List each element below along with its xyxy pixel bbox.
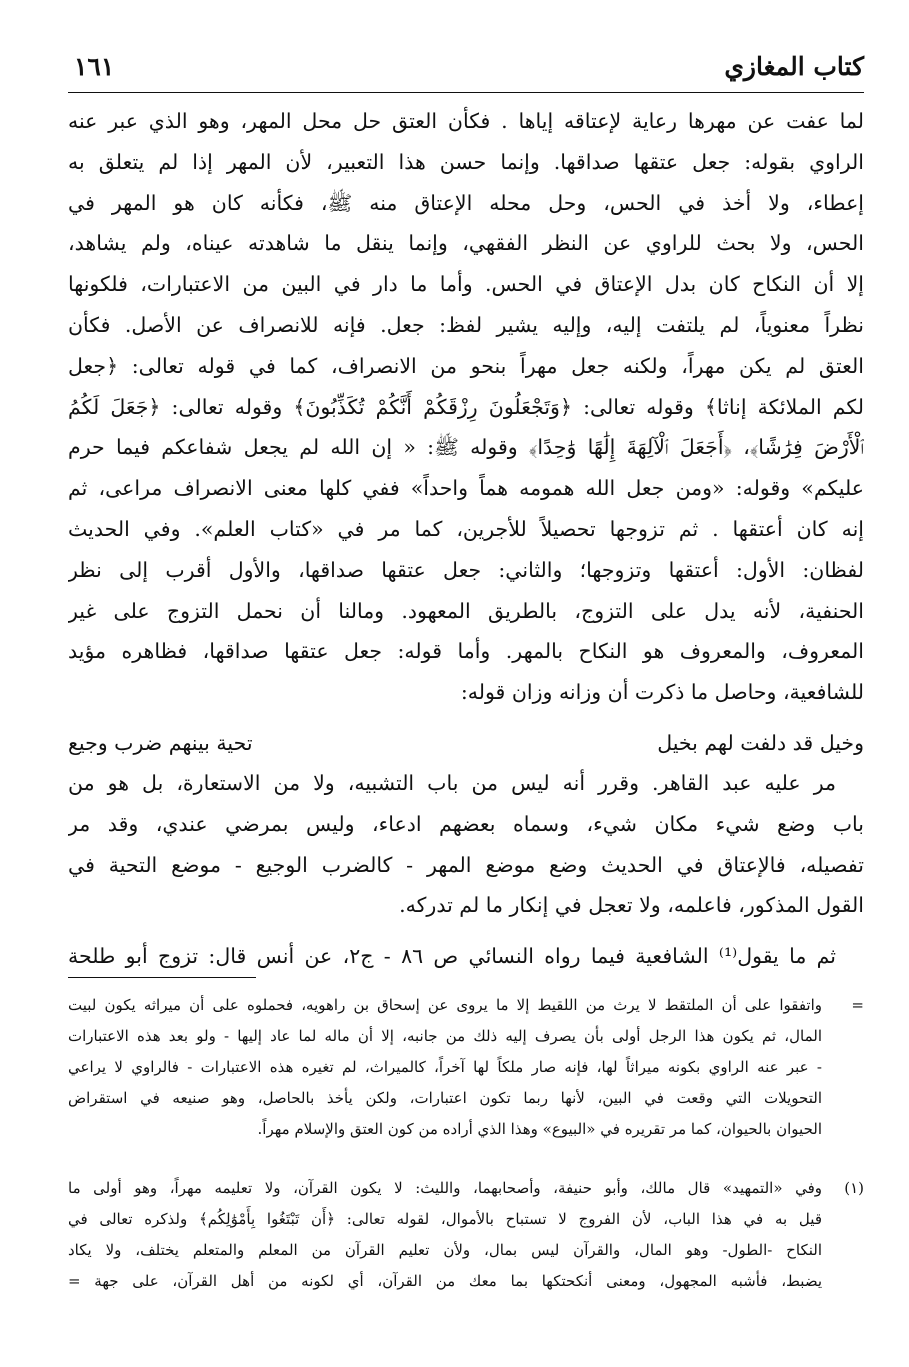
text-line: الحنفية، لأنه يدل على التزوج، بالطريق المعهود. ومالنا أن نحمل التزوج على غير <box>68 598 864 623</box>
text-line: المعروف، والمعروف هو النكاح بالمهر. وأما قوله: جعل عتقها صداقها، فظاهره مؤيد <box>68 639 864 664</box>
text-line: لما عفت عن مهرها رعاية لإعتاقه إياها . فكأن العتق حل محل المهر، وهو الذي عبر عنه <box>68 109 864 133</box>
text-line: عليكم» وقوله: «ومن جعل الله همومه هماً واحداً» ففي كلها معنى الانصراف مراعى، ثم <box>68 476 864 501</box>
text-line: ٱلْأَرْضَ فِرَٰشًا﴾، ﴿أَجَعَلَ ٱلْآلِهَةَ إِلَٰهًا وَٰحِدًا﴾ وقوله ﷺ: « إن الله لم يجعل شفاعكم فيما حرم <box>68 435 864 460</box>
text-line: نظراً معنوياً، لم يلتفت إليه، وإليه يشير لفظ: جعل. فإنه للانصراف عن الأصل. فكأن <box>68 312 864 337</box>
paragraph-3 <box>68 936 864 977</box>
poetry-verse <box>68 723 864 763</box>
footnote-line: الحيوان بالحيوان، كما مر تقريره في «البيوع» وهذا الذي أراده من كون العتق والإسلام مهراً. <box>257 1120 822 1138</box>
book-page <box>68 40 864 1290</box>
text-line: الحس، ولا بحث للراوي عن النظر الفقهي، وإنما ينقل ما شاهدته عيناه، ولم يشاهد، <box>68 231 864 256</box>
footnote-line: النكاح -الطول- وهو المال، والقرآن ليس بمال، ولأن تعليم القرآن من المعلم والمتعلم يختلف، ولا يكاد <box>68 1241 822 1259</box>
text-line: مر عليه عبد القاهر. وقرر أنه ليس من باب التشبيه، ولا من الاستعارة، بل هو من <box>68 770 836 795</box>
footnote-line: قيل به في هذا الباب، لأن الفروج لا تستباح بالأموال، لقوله تعالى: ﴿أَن تَبْتَغُوا بِأَمْوَٰلِكُم﴾ ولذكره تعالى في <box>68 1210 822 1228</box>
footnote-1 <box>68 1173 864 1297</box>
text-line: إلا أن النكاح كان بدل الإعتاق في الحس. وأما ما دار في البين من الاعتبارات، فلكونها <box>68 272 864 297</box>
verse-hemistich-first: وخيل قد دلفت لهم بخيل <box>657 730 864 755</box>
footnotes <box>68 990 864 1297</box>
running-title: كتاب المغازي <box>724 52 864 81</box>
page-number: ١٦١ <box>74 52 115 81</box>
text-line: الراوي بقوله: جعل عتقها صداقها. وإنما حسن هذا التعبير، لأن المهر إذا لم يتعلق به <box>68 149 864 174</box>
text-line: إنه كان أعتقها . ثم تزوجها تحصيلاً للأجرين، كما مر في «كتاب العلم». وفي الحديث <box>68 516 864 541</box>
footnote-continuation-marker: = <box>851 996 864 1014</box>
paragraph-1 <box>68 101 864 713</box>
footnote-line: - عبر عنه الراوي بكونه ميراثاً لها، فإنه صار ملكاً لها آخراً، كالميراث، لم تغيره هذه الاعتبارات - فالراوي لا يراعي <box>68 1058 822 1076</box>
text-line: لكم الملائكة إناثا﴾ وقوله تعالى: ﴿وَتَجْعَلُونَ رِزْقَكُمْ أَنَّكُمْ تُكَذِّبُونَ﴾ وقوله تعالى: ﴿جَعَلَ لَكُمُ <box>68 394 864 419</box>
footnote-continuation <box>68 990 864 1145</box>
text-line: ثم ما يقول⁽¹⁾ الشافعية فيما رواه النسائي ص ٨٦ - ج٢، عن أنس قال: تزوج أبو طلحة <box>68 944 836 969</box>
footnote-line: يضبط، فأشبه المجهول، ومعنى أنكحتكها بما معك من القرآن، أي لكونه من أهل القرآن، على جهة = <box>68 1272 822 1290</box>
page-header <box>68 40 864 93</box>
paragraph-2 <box>68 763 864 926</box>
footnote-line: التحويلات التي وقعت في البين، لأنها ربما تكون اعتبارات، ولكن يأخذ بالحاصل، وهو صنيعه في استقراض <box>68 1089 822 1107</box>
footnote-divider <box>68 977 256 978</box>
verse-hemistich-second: تحية بينهم ضرب وجيع <box>68 730 253 755</box>
text-line: لفظان: الأول: أعتقها وتزوجها؛ والثاني: جعل عتقها صداقها، والأول أقرب إلى نظر <box>68 557 864 582</box>
footnote-line: وفي «التمهيد» قال مالك، وأبو حنيفة، وأصحابهما، والليث: لا يكون القرآن، ولا تعليمه مهراً، وهو أولى ما <box>68 1179 822 1197</box>
text-line: للشافعية، وحاصل ما ذكرت أن وزانه وزان قوله: <box>460 680 864 705</box>
main-text <box>68 101 864 977</box>
text-line: العتق لم يكن مهراً، ولكنه جعل مهراً بنحو من الانصراف، كما في قوله تعالى: ﴿جعل <box>68 353 864 378</box>
footnote-1-marker: (١) <box>844 1179 864 1197</box>
text-line: باب وضع شيء مكان شيء، وسماه بعضهم ادعاء، وليس بمرضي عندي، وقد مر <box>68 811 864 836</box>
footnote-line: المال، ثم يكون هذا الرجل أولى بأن يصرف إليه ذلك من جانبه، إلا أن ماله لما عاد إليها - ولو بعد هذه الاعتبارات <box>68 1027 822 1045</box>
text-line: تفصيله، فالإعتاق في الحديث وضع موضع المهر - كالضرب الوجيع - موضع التحية في <box>68 852 864 877</box>
footnote-gap <box>68 1145 864 1173</box>
footnote-line: واتفقوا على أن الملتقط لا يرث من اللقيط إلا ما يروى عن إسحاق بن راهويه، فحملوه على أن ميراثه يكون لبيت <box>68 996 822 1014</box>
text-line: إعطاء، ولا أخذ في الحس، وحل محله الإعتاق منه ﷺ، فكأنه كان هو المهر في <box>68 190 864 215</box>
paragraph-gap <box>68 926 864 936</box>
text-line: القول المذكور، فاعلمه، ولا تعجل في إنكار ما لم تدركه. <box>399 893 864 918</box>
